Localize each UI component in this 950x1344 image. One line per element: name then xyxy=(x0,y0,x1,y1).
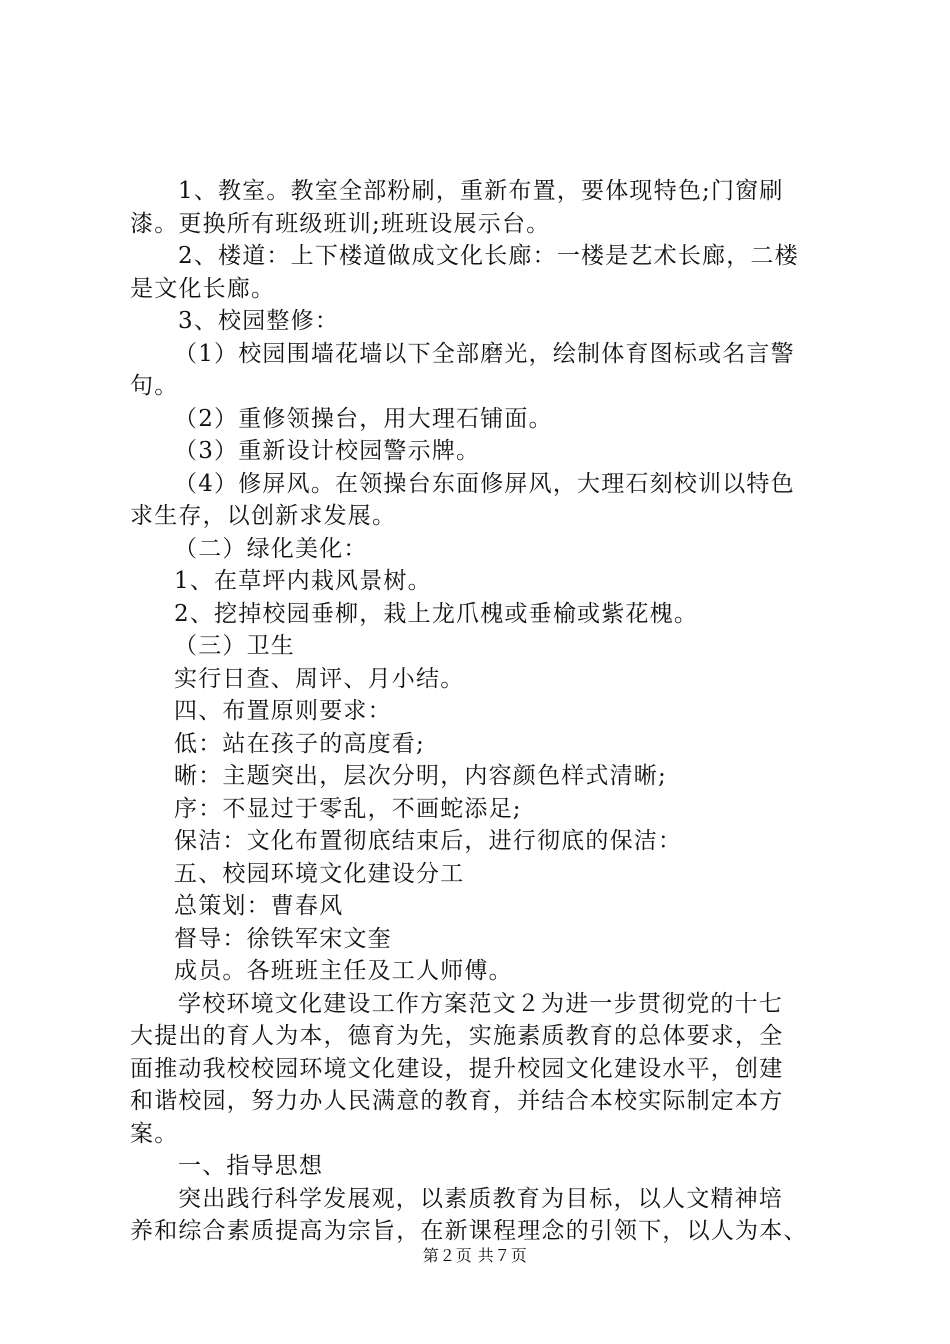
text-line: 养和综合素质提高为宗旨，在新课程理念的引领下，以人为本、 xyxy=(130,1218,808,1244)
text-line: 成员。各班班主任及工人师傅。 xyxy=(174,958,513,984)
text-line: 低：站在孩子的高度看; xyxy=(174,730,425,757)
text-line: 1、教室。教室全部粉刷，重新布置，要体现特色;门窗刷 xyxy=(178,178,784,204)
text-line: 求生存，以创新求发展。 xyxy=(130,503,397,529)
text-line: （4）修屏风。在领操台东面修屏风，大理石刻校训以特色 xyxy=(174,470,795,497)
text-line: 晰：主题突出，层次分明，内容颜色样式清晰; xyxy=(174,763,667,789)
text-line: 1、在草坪内栽风景树。 xyxy=(174,568,432,594)
text-line: 学校环境文化建设工作方案范文２为进一步贯彻党的十七 xyxy=(178,990,783,1017)
text-line: 一、指导思想 xyxy=(178,1153,324,1179)
text-line: 序：不显过于零乱，不画蛇添足; xyxy=(174,795,522,822)
text-line: 漆。更换所有班级班训;班班设展示台。 xyxy=(130,210,551,237)
text-line: 保洁：文化布置彻底结束后，进行彻底的保洁： xyxy=(174,828,683,854)
text-line: 2、楼道：上下楼道做成文化长廊：一楼是艺术长廊，二楼 xyxy=(178,243,799,269)
text-line: （2）重修领操台，用大理石铺面。 xyxy=(174,405,553,432)
text-line: （三）卫生 xyxy=(174,633,295,659)
text-line: （1）校园围墙花墙以下全部磨光，绘制体育图标或名言警 xyxy=(174,340,795,367)
text-line: 五、校园环境文化建设分工 xyxy=(174,860,465,887)
text-line: 句。 xyxy=(130,373,179,399)
text-line: （3）重新设计校园警示牌。 xyxy=(174,438,481,464)
text-line: 2、挖掉校园垂柳，栽上龙爪槐或垂榆或紫花槐。 xyxy=(174,600,699,627)
text-line: 面推动我校校园环境文化建设，提升校园文化建设水平，创建 xyxy=(130,1055,784,1082)
text-line: 突出践行科学发展观，以素质教育为目标，以人文精神培 xyxy=(178,1185,783,1212)
text-line: 四、布置原则要求： xyxy=(174,698,392,724)
text-line: 大提出的育人为本，德育为先，实施素质教育的总体要求，全 xyxy=(130,1023,784,1049)
text-line: （二）绿化美化： xyxy=(174,535,368,562)
text-line: 是文化长廊。 xyxy=(130,275,276,302)
text-line: 实行日查、周评、月小结。 xyxy=(174,665,465,692)
page-footer: 第２页 共７页 xyxy=(422,1246,528,1265)
document-body xyxy=(130,175,830,1248)
text-line: 总策划：曹春风 xyxy=(174,893,344,919)
text-line: 督导：徐铁军宋文奎 xyxy=(174,925,392,952)
text-line: 3、校园整修： xyxy=(178,308,340,334)
text-line: 案。 xyxy=(130,1120,179,1147)
text-line: 和谐校园，努力办人民满意的教育，并结合本校实际制定本方 xyxy=(130,1088,784,1114)
